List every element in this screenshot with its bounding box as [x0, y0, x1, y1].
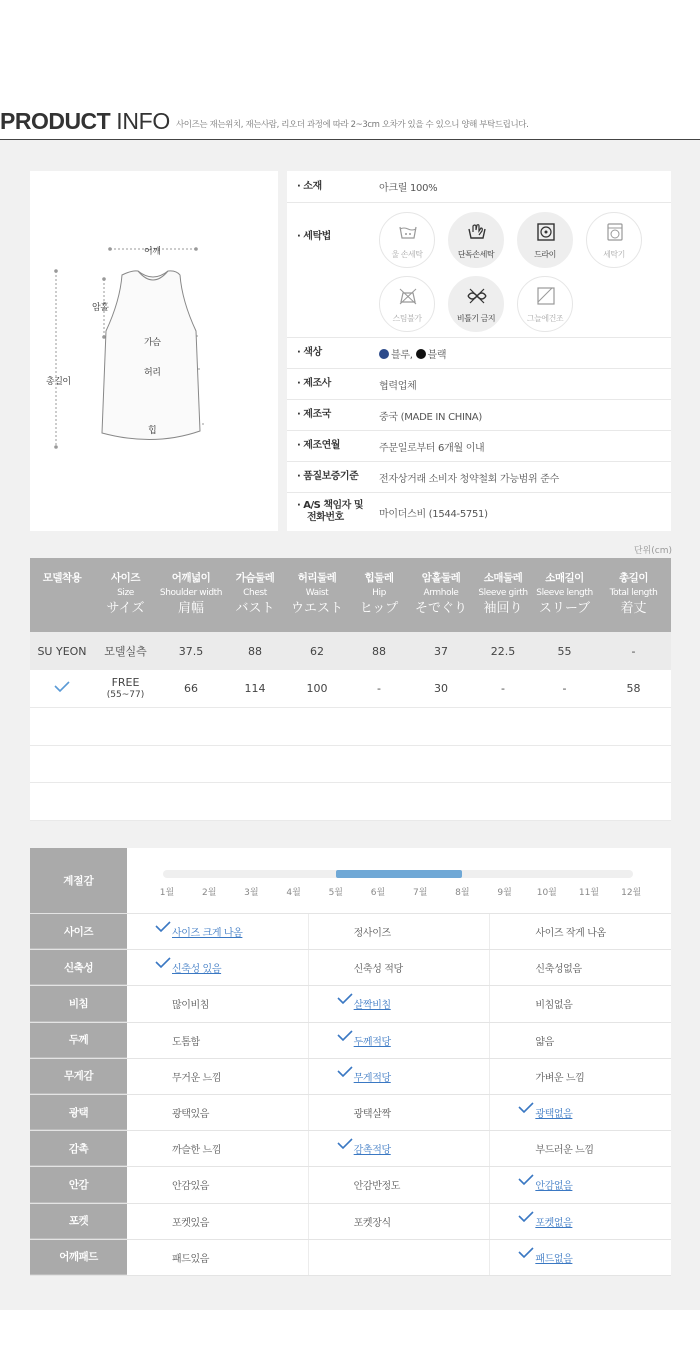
col-ko: 소매둘레: [483, 572, 523, 584]
col-jp: サイズ: [106, 601, 145, 616]
size-col-5: [349, 558, 409, 632]
fit-option-text: [127, 960, 221, 975]
info-maker: · 제조사 협력업체: [287, 369, 671, 400]
fit-option: [490, 1204, 671, 1239]
fit-option: [127, 1023, 309, 1058]
model-cell: 62: [310, 644, 324, 658]
col-en: Sleeve girth: [478, 588, 528, 598]
title-light: INFO: [116, 108, 170, 134]
info-material: · 소재 아크릴 100%: [287, 171, 671, 203]
free-cell: -: [377, 682, 381, 695]
fit-option-text: [309, 1069, 391, 1084]
col-en: Chest: [243, 588, 267, 598]
month-label: 8월: [455, 888, 470, 898]
month-label: 7월: [412, 888, 428, 898]
col-ko: 힙둘레: [364, 572, 394, 584]
model-cell: 모델실측: [104, 645, 147, 658]
fit-row: [30, 950, 671, 986]
check-icon: [155, 957, 171, 972]
col-jp: 袖回り: [483, 601, 523, 616]
model-cell: SU YEON: [37, 644, 87, 658]
fit-option-text: [490, 1141, 593, 1156]
size-col-1: [94, 558, 157, 632]
fit-option: [309, 1167, 491, 1202]
empty-row: [30, 746, 671, 784]
fit-row: [30, 1095, 671, 1131]
fit-option-text: [309, 1177, 400, 1192]
fit-option-text: [127, 924, 242, 939]
label-waist: 허리: [144, 368, 161, 378]
fit-option: [127, 914, 309, 949]
check-icon: [518, 1247, 534, 1262]
check-icon: [518, 1211, 534, 1226]
info-as: · A/S 책임자 및 전화번호 마이더스비 (1544-5751): [297, 500, 488, 523]
model-cell: 22.5: [490, 644, 516, 658]
check-icon: [337, 993, 353, 1008]
free-cell: 114: [244, 682, 266, 695]
option: 포켓장식: [353, 1217, 391, 1229]
fit-option: [490, 1240, 671, 1275]
fit-option-text: [490, 1033, 554, 1048]
fit-option: [127, 1095, 309, 1130]
info-color: · 색상 블루, 블랙: [287, 338, 671, 369]
fit-row-label: 감촉: [30, 1131, 127, 1166]
option: 패드있음: [172, 1253, 210, 1265]
fit-row-label: 광택: [30, 1095, 127, 1130]
free-cell: -: [501, 682, 505, 695]
model-row: [30, 632, 671, 670]
fit-option-text: [309, 1214, 391, 1229]
fit-row: [30, 1167, 671, 1203]
col-en: Waist: [305, 588, 329, 598]
fit-option-text: [490, 1177, 572, 1192]
check-icon: [337, 1138, 353, 1153]
season-bar: [127, 848, 671, 913]
selected-check-icon: [30, 681, 94, 696]
option: 안감있음: [172, 1181, 210, 1193]
dry-clean-icon: 드라이: [517, 212, 573, 268]
fit-option: [127, 1059, 309, 1094]
fit-option-text: [490, 924, 605, 939]
selected-option: 감촉적당: [353, 1145, 391, 1157]
col-ko: 소매길이: [545, 572, 584, 584]
size-col-0: [30, 558, 94, 632]
col-en: Total length: [609, 588, 658, 598]
blue-swatch: [379, 349, 389, 359]
fit-row: [30, 1023, 671, 1059]
free-size-cell: [94, 677, 157, 701]
selected-option: 광택없음: [535, 1109, 573, 1121]
size-table: [30, 558, 671, 821]
option: 신축성없음: [535, 964, 582, 976]
fit-option-text: [309, 1105, 391, 1120]
option: 정사이즈: [353, 928, 391, 940]
free-size-row: [30, 670, 671, 708]
check-icon: [518, 1174, 534, 1189]
fit-option-text: [490, 1105, 572, 1120]
season-row: [30, 848, 671, 914]
free-cell: 100: [306, 682, 328, 695]
info-country: · 제조국 중국 (MADE IN CHINA): [287, 400, 671, 431]
fit-option: [309, 950, 491, 985]
info-date: · 제조연월 주문일로부터 6개월 이내: [287, 431, 671, 462]
fit-option: [490, 1131, 671, 1166]
fit-row: [30, 1240, 671, 1276]
size-col-7: [473, 558, 533, 632]
size-col-6: [409, 558, 473, 632]
col-jp: ヒップ: [359, 601, 399, 616]
fit-option: [490, 914, 671, 949]
col-en: Size: [117, 588, 134, 598]
fit-option: [309, 1240, 491, 1275]
col-jp: バスト: [235, 601, 275, 616]
label-shoulder: 어깨: [144, 247, 161, 257]
free-cell: 66: [184, 682, 198, 695]
col-jp: 着丈: [620, 601, 647, 616]
col-ko: 모델착용: [42, 572, 82, 584]
fit-option-text: [490, 996, 572, 1011]
model-cell: 88: [372, 644, 386, 658]
fit-option: [309, 1023, 491, 1058]
fit-row-label: 무게감: [30, 1059, 127, 1094]
wool-wash-icon: 울 손세탁: [379, 212, 435, 268]
option: 얇음: [535, 1036, 554, 1048]
title-bold: PRODUCT: [0, 108, 111, 134]
header: [0, 108, 528, 134]
month-label: 12월: [621, 888, 642, 898]
fit-option-text: [127, 1250, 209, 1265]
fit-option: [127, 986, 309, 1021]
size-col-3: [225, 558, 285, 632]
col-jp: 肩幅: [177, 601, 204, 616]
option: 사이즈 작게 나옴: [535, 928, 606, 940]
fit-table: [30, 848, 671, 1276]
black-swatch: [416, 349, 426, 359]
col-ko: 암홀둘레: [421, 572, 461, 584]
fit-option-text: [490, 1214, 572, 1229]
size-col-9: [596, 558, 671, 632]
fit-option: [127, 950, 309, 985]
month-label: 6월: [370, 888, 386, 898]
free-cell: 58: [626, 682, 641, 695]
garment-diagram: [30, 171, 278, 531]
no-steam-icon: 스팀불가: [379, 276, 435, 332]
selected-option: 두께적당: [353, 1036, 391, 1048]
option: 안감반정도: [353, 1181, 400, 1193]
fit-option-text: [490, 1250, 572, 1265]
col-jp: スリーブ: [538, 601, 591, 616]
fit-option-text: [127, 996, 209, 1011]
selected-option: 사이즈 크게 나옴: [172, 928, 243, 940]
fit-option: [309, 1204, 491, 1239]
fit-option-text: [127, 1141, 221, 1156]
sleeveless-top-illustration: [30, 171, 278, 531]
check-icon: [155, 921, 171, 936]
fit-option: [127, 1204, 309, 1239]
month-label: 9월: [497, 888, 512, 898]
fit-row-label: 비침: [30, 986, 127, 1021]
fit-option-text: [490, 1069, 584, 1084]
size-note: 사이즈는 재는위치, 재는사람, 리오더 과정에 따라 2~3cm 오차가 있을 수 있으니 양해 부탁드립니다.: [175, 120, 529, 130]
label-total-length: 총길이: [46, 377, 71, 387]
fit-row-label: 신축성: [30, 950, 127, 985]
fit-option: [490, 1059, 671, 1094]
option: 포켓있음: [172, 1217, 210, 1229]
free-cell: -: [562, 682, 567, 695]
model-cell: 37: [434, 644, 448, 658]
fit-option: [309, 914, 491, 949]
fit-row: [30, 1059, 671, 1095]
fit-option: [490, 1167, 671, 1202]
col-en: Armhole: [423, 588, 459, 598]
fit-option-text: [127, 1033, 200, 1048]
fit-row-label: 안감: [30, 1167, 127, 1202]
col-en: Hip: [372, 588, 386, 598]
selected-option: 패드없음: [535, 1253, 573, 1265]
selected-option: 무게적당: [353, 1072, 391, 1084]
selected-option: 신축성 있음: [172, 964, 222, 976]
fit-option: [490, 986, 671, 1021]
month-label: 1월: [159, 888, 175, 898]
fit-option: [309, 1131, 491, 1166]
season-fill: [336, 870, 463, 878]
col-ko: 사이즈: [111, 572, 140, 584]
fit-option: [309, 1095, 491, 1130]
free-cell: 30: [434, 682, 448, 695]
col-ko: 가슴둘레: [235, 572, 275, 584]
month-label: 2월: [201, 888, 217, 898]
hand-wash-icon: 단독손세탁: [448, 212, 504, 268]
option: 부드러운 느낌: [535, 1145, 594, 1157]
check-icon: [518, 1102, 534, 1117]
option: 많이비침: [172, 1000, 210, 1012]
fit-option: [309, 986, 491, 1021]
option: 신축성 적당: [353, 964, 403, 976]
product-info-table: [287, 171, 671, 531]
option: 까슬한 느낌: [172, 1145, 222, 1157]
size-col-8: [533, 558, 596, 632]
fit-option-text: [127, 1177, 209, 1192]
info-washing: · 세탁법 울 손세탁 단독손세탁 드라이 세탁기 스팀불가 비틀기 금지 그늘에건조: [287, 203, 671, 338]
fit-row-label: 어깨패드: [30, 1240, 127, 1275]
season-track: [163, 870, 633, 878]
option: 도톰함: [172, 1036, 200, 1048]
month-label: 10월: [536, 888, 557, 898]
col-jp: そでぐり: [414, 601, 467, 616]
fit-option: [127, 1167, 309, 1202]
fit-option: [127, 1131, 309, 1166]
label-chest: 가슴: [144, 338, 161, 348]
fit-option-text: [309, 996, 391, 1011]
no-wring-icon: 비틀기 금지: [448, 276, 504, 332]
shade-dry-icon: 그늘에건조: [517, 276, 573, 332]
fit-option: [309, 1059, 491, 1094]
col-en: Shoulder width: [159, 588, 223, 598]
option: 광택살짝: [353, 1109, 391, 1121]
selected-option: 안감없음: [535, 1181, 573, 1193]
fit-row-label: 두께: [30, 1023, 127, 1058]
fit-option-text: [127, 1214, 209, 1229]
fit-option-text: [309, 1033, 391, 1048]
fit-option: [490, 1023, 671, 1058]
month-label: 4월: [286, 888, 301, 898]
selected-option: 포켓없음: [535, 1217, 573, 1229]
size-col-2: [157, 558, 225, 632]
col-jp: ウエスト: [290, 601, 343, 616]
check-icon: [337, 1066, 353, 1081]
fit-option: [490, 950, 671, 985]
fit-row: [30, 914, 671, 950]
fit-option-text: [309, 1141, 391, 1156]
col-en: Sleeve length: [536, 588, 593, 598]
month-label: 5월: [328, 888, 343, 898]
fit-option: [127, 1240, 309, 1275]
col-ko: 허리둘레: [297, 572, 337, 584]
washing-machine-icon: 세탁기: [586, 212, 642, 268]
size-col-4: [285, 558, 349, 632]
fit-row: [30, 1204, 671, 1240]
month-label: 3월: [244, 888, 259, 898]
model-cell: -: [631, 644, 636, 658]
fit-option-text: [490, 960, 581, 975]
option: 비침없음: [535, 1000, 573, 1012]
fit-option-text: [127, 1105, 209, 1120]
fit-row-label: 포켓: [30, 1204, 127, 1239]
fit-option-text: [309, 960, 403, 975]
model-cell: 37.5: [178, 644, 204, 658]
selected-option: 살짝비침: [353, 1000, 391, 1012]
wash-icons: [379, 203, 671, 338]
label-armhole: 암홀: [92, 303, 109, 313]
fit-row: [30, 1131, 671, 1167]
fit-option: [490, 1095, 671, 1130]
option: 가벼운 느낌: [535, 1072, 585, 1084]
size-table-header: [30, 558, 671, 632]
free-size-range: (55~77): [106, 689, 145, 700]
model-cell: 55: [557, 644, 572, 658]
label-hip: 힙: [148, 426, 157, 436]
unit-label: 단위(cm): [633, 546, 672, 556]
fit-option-text: [309, 924, 391, 939]
fit-option-text: [127, 1069, 221, 1084]
free-size-label: FREE: [111, 675, 140, 689]
fit-row: [30, 986, 671, 1022]
check-icon: [337, 1030, 353, 1045]
info-quality: · 품질보증기준 전자상거래 소비자 청약철회 가능범위 준수: [287, 462, 671, 493]
model-cell: 88: [248, 644, 262, 658]
empty-row: [30, 783, 671, 821]
option: 광택있음: [172, 1109, 210, 1121]
month-label: 11월: [578, 888, 600, 898]
col-ko: 총길이: [619, 572, 648, 584]
option: 무거운 느낌: [172, 1072, 222, 1084]
col-ko: 어깨넓이: [171, 572, 211, 584]
season-label: 계절감: [30, 848, 127, 913]
fit-row-label: 사이즈: [30, 914, 127, 949]
empty-row: [30, 708, 671, 746]
